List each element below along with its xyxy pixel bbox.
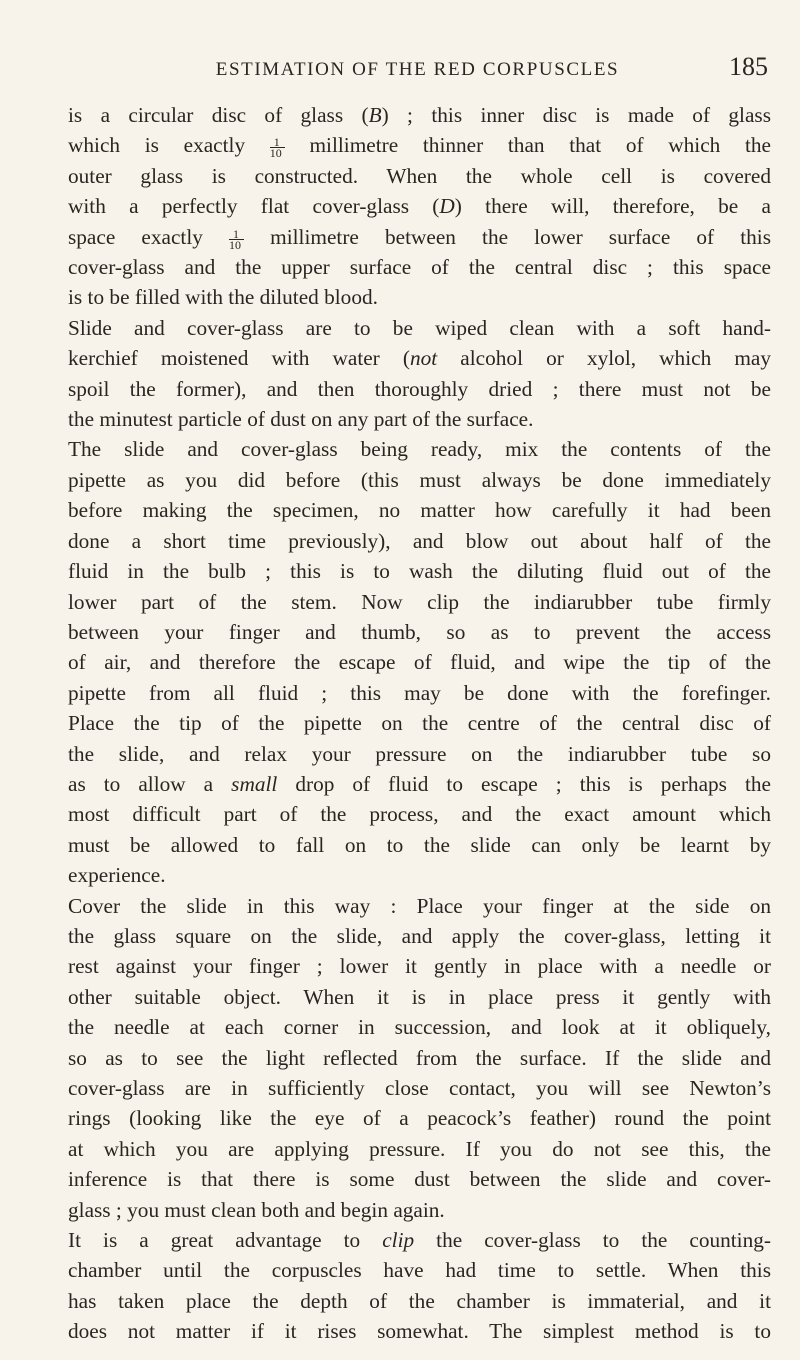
text-line: Place the tip of the pipette on the centre of the central disc of xyxy=(68,711,771,736)
text-line: does not matter if it rises somewhat. The simplest method is to xyxy=(68,1319,771,1344)
text-line: which is exactly $\frac{1}{10}$ millimetre thinner than that of which the xyxy=(68,133,772,161)
text-line: before making the specimen, no matter how carefully it had been xyxy=(68,498,771,523)
fraction-one-tenth: $\frac{1}{10}$ xyxy=(270,136,285,156)
text-line: the glass square on the slide, and apply the cover-glass, letting it xyxy=(68,923,771,948)
text-line: pipette as you did before (this must always be done immediately xyxy=(68,467,771,492)
text-line: between your finger and thumb, so as to prevent the access xyxy=(68,619,771,644)
text-line: rest against your finger ; lower it gently in place with a needle or xyxy=(68,954,771,979)
text-line: has taken place the depth of the chamber is immaterial, and it xyxy=(68,1288,771,1313)
text-line: the minutest particle of dust on any part of the surface. xyxy=(68,407,534,432)
text-line: at which you are applying pressure. If you do not see this, the xyxy=(68,1136,771,1161)
text-line: as to allow a small drop of fluid to escape ; this is perhaps the xyxy=(68,771,771,796)
text-line: cover-glass and the upper surface of the central disc ; this space xyxy=(68,255,771,280)
text-line: space exactly $\frac{1}{10}$ millimetre between the lower surface of this xyxy=(68,224,772,252)
body-text xyxy=(68,100,771,1347)
text-line: spoil the former), and then thoroughly dried ; there must not be xyxy=(68,376,771,401)
text-line: Cover the slide in this way : Place your finger at the side on xyxy=(68,893,771,918)
text-line: must be allowed to fall on to the slide can only be learnt by xyxy=(68,832,771,857)
text-line: of air, and therefore the escape of fluid, and wipe the tip of the xyxy=(68,650,771,675)
text-line: experience. xyxy=(68,863,166,888)
page-number: 185 xyxy=(729,52,768,81)
text-line: rings (looking like the eye of a peacock’s feather) round the point xyxy=(68,1106,771,1131)
text-line: The slide and cover-glass being ready, mix the contents of the xyxy=(68,437,771,462)
text-line: is a circular disc of glass (B) ; this inner disc is made of glass xyxy=(68,103,771,127)
text-line: most difficult part of the process, and the exact amount which xyxy=(68,802,771,827)
text-line: with a perfectly flat cover-glass (D) there will, therefore, be a xyxy=(68,194,771,219)
text-line: chamber until the corpuscles have had time to settle. When this xyxy=(68,1258,771,1283)
text-line: so as to see the light reflected from the surface. If the slide and xyxy=(68,1045,771,1070)
text-line: the slide, and relax your pressure on the indiarubber tube so xyxy=(68,741,771,766)
text-line: It is a great advantage to clip the cover-glass to the counting- xyxy=(68,1228,771,1253)
book-page xyxy=(68,52,771,1347)
text-line: outer glass is constructed. When the whole cell is covered xyxy=(68,163,771,188)
text-line: pipette from all fluid ; this may be done with the forefinger. xyxy=(68,680,771,705)
text-line: cover-glass are in sufficiently close contact, you will see Newton’s xyxy=(68,1076,771,1100)
page-header xyxy=(68,52,771,100)
text-line: fluid in the bulb ; this is to wash the diluting fluid out of the xyxy=(68,559,771,584)
fraction-one-tenth: $\frac{1}{10}$ xyxy=(229,228,244,248)
text-line: done a short time previously), and blow out about half of the xyxy=(68,528,771,553)
text-line: Slide and cover-glass are to be wiped clean with a soft hand- xyxy=(68,315,771,340)
text-line: the needle at each corner in succession, and look at it obliquely, xyxy=(68,1015,771,1040)
running-head: ESTIMATION OF THE RED CORPUSCLES xyxy=(215,59,620,80)
text-line: lower part of the stem. Now clip the indiarubber tube firmly xyxy=(68,589,771,614)
text-line: kerchief moistened with water (not alcohol or xylol, which may xyxy=(68,346,771,371)
text-line: glass ; you must clean both and begin again. xyxy=(68,1197,445,1222)
text-line: is to be filled with the diluted blood. xyxy=(68,285,378,310)
text-line: inference is that there is some dust between the slide and cover- xyxy=(68,1167,771,1192)
text-line: other suitable object. When it is in place press it gently with xyxy=(68,984,771,1009)
